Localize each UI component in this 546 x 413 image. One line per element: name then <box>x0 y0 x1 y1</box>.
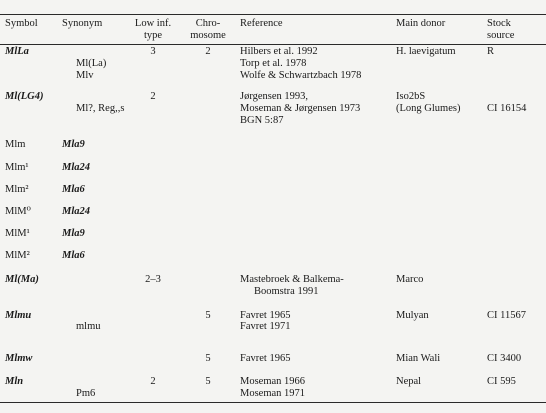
row-reference: Favret 1965 <box>240 353 291 364</box>
row-synonym: Mla24 <box>62 162 91 173</box>
header-low-inf-line1: Low inf. <box>134 18 172 29</box>
row-synonym: Pm6 <box>76 388 96 399</box>
header-stock-line1: Stock <box>487 18 511 29</box>
row-main-donor: Mian Wali <box>396 353 441 364</box>
row-synonym: Mlv <box>76 70 94 81</box>
row-reference: Favret 1965 <box>240 310 291 321</box>
row-main-donor: Nepal <box>396 376 422 387</box>
row-reference: Moseman 1971 <box>240 388 306 399</box>
table-bottom-rule <box>0 402 546 403</box>
header-stock-line2: source <box>487 30 515 41</box>
table-top-rule <box>0 14 546 15</box>
row-symbol: Mlmw <box>5 353 33 364</box>
row-chromosome: 5 <box>205 353 211 364</box>
row-symbol: Mlm² <box>5 184 29 195</box>
header-chromosome-line2: mosome <box>190 30 226 41</box>
row-reference: Moseman 1966 <box>240 376 306 387</box>
row-symbol: MlLa <box>5 46 29 57</box>
row-main-donor: (Long Glumes) <box>396 103 461 114</box>
row-reference: Boomstra 1991 <box>254 286 319 297</box>
row-symbol: Mlmu <box>5 310 32 321</box>
row-symbol: Ml(Ma) <box>5 274 39 285</box>
row-reference: Jørgensen 1993, <box>240 91 309 102</box>
header-reference: Reference <box>240 18 283 29</box>
header-bottom-rule <box>0 44 546 45</box>
row-reference: BGN 5:87 <box>240 115 284 126</box>
row-symbol: Mlm <box>5 139 26 150</box>
row-symbol: MlM¹ <box>5 228 30 239</box>
row-stock: CI 11567 <box>487 310 526 321</box>
row-symbol: Ml(LG4) <box>5 91 44 102</box>
row-synonym: Ml(La) <box>76 58 107 69</box>
row-synonym: Mla9 <box>62 228 85 239</box>
row-main-donor: Iso2bS <box>396 91 426 102</box>
row-chromosome: 5 <box>205 310 211 321</box>
header-main-donor: Main donor <box>396 18 446 29</box>
row-symbol: Mlm¹ <box>5 162 29 173</box>
row-reference: Mastebroek & Balkema- <box>240 274 344 285</box>
row-low-inf: 2 <box>150 91 156 102</box>
row-symbol: MlM² <box>5 250 30 261</box>
row-synonym: Mla6 <box>62 184 85 195</box>
header-low-inf-line2: type <box>143 30 163 41</box>
row-main-donor: Marco <box>396 274 424 285</box>
row-low-inf: 2–3 <box>145 274 161 285</box>
row-low-inf: 3 <box>150 46 156 57</box>
row-reference: Hilbers et al. 1992 <box>240 46 318 57</box>
header-synonym: Synonym <box>62 18 103 29</box>
row-chromosome: 2 <box>205 46 211 57</box>
header-chromosome-line1: Chro- <box>195 18 221 29</box>
row-stock: CI 595 <box>487 376 516 387</box>
row-reference: Torp et al. 1978 <box>240 58 307 69</box>
row-symbol: Mln <box>5 376 24 387</box>
header-symbol: Symbol <box>5 18 38 29</box>
row-stock: CI 3400 <box>487 353 522 364</box>
row-reference: Wolfe & Schwartzbach 1978 <box>240 70 362 81</box>
row-synonym: Mla24 <box>62 206 91 217</box>
row-symbol: MlM⁰ <box>5 206 31 217</box>
row-chromosome: 5 <box>205 376 211 387</box>
row-low-inf: 2 <box>150 376 156 387</box>
row-main-donor: Mulyan <box>396 310 429 321</box>
row-synonym: Mla9 <box>62 139 85 150</box>
row-reference: Moseman & Jørgensen 1973 <box>240 103 361 114</box>
row-stock: CI 16154 <box>487 103 527 114</box>
row-synonym: Ml?, Reg,,s <box>76 103 125 114</box>
row-reference: Favret 1971 <box>240 321 291 332</box>
row-synonym: Mla6 <box>62 250 85 261</box>
row-stock: R <box>487 46 495 57</box>
row-main-donor: H. laevigatum <box>396 46 456 57</box>
row-synonym: mlmu <box>76 321 101 332</box>
